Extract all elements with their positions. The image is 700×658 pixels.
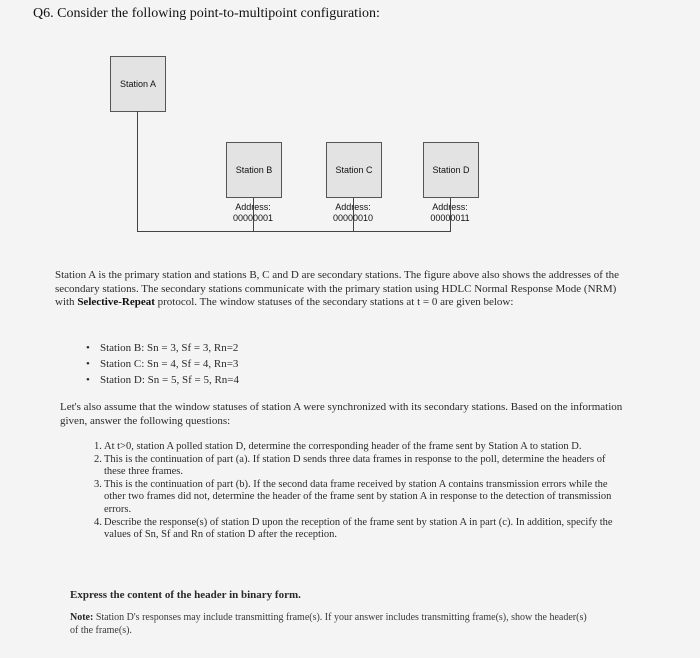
- assumption-paragraph: Let's also assume that the window statuses of station A were synchronized with its secondary stations. Based on the information given, answer the following questions:: [60, 401, 623, 427]
- trunk-line-horizontal: [137, 231, 451, 232]
- station-c-address-label: Address:: [335, 202, 371, 212]
- question-number: 1.: [94, 441, 102, 452]
- question-text: At t>0, station A polled station D, determine the corresponding header of the frame sent by Station A to station D.: [104, 441, 582, 452]
- station-a-box: [110, 56, 166, 112]
- station-b-address-value: 00000001: [232, 213, 274, 223]
- station-d-address-value: 00000011: [430, 213, 470, 223]
- question-number: 3.: [94, 478, 102, 490]
- express-instruction: Express the content of the header in binary form.: [70, 589, 301, 601]
- question-item: [94, 453, 624, 479]
- station-d-label: Station D: [432, 165, 470, 175]
- note-paragraph: [70, 611, 590, 637]
- intro-paragraph: [55, 269, 623, 310]
- intro-text-2: protocol. The window statuses of the secondary stations at t = 0 are given below:: [154, 296, 514, 308]
- note-label: Note:: [70, 612, 94, 623]
- question-text: This is the continuation of part (a). If station D sends three data frames in response to the poll, determine the headers of these three frames.: [104, 453, 606, 478]
- station-c-label: Station C: [335, 165, 373, 175]
- intro-bold-protocol: Selective-Repeat: [77, 296, 155, 308]
- station-d-address-label: Address:: [432, 202, 468, 212]
- station-b-box: [226, 142, 282, 198]
- window-status-item: • Station B: Sn = 3, Sf = 3, Rn=2: [100, 340, 239, 356]
- question-number: 4.: [94, 516, 102, 528]
- question-title: Q6. Consider the following point-to-multipoint configuration:: [33, 6, 380, 21]
- question-number: 2.: [94, 453, 102, 465]
- window-status-item: • Station C: Sn = 4, Sf = 4, Rn=3: [100, 356, 239, 372]
- station-c-address: [318, 202, 388, 224]
- question-text: Describe the response(s) of station D upon the reception of the frame sent by station A in part (c). In addition, specify the values of Sn, Sf and Rn of station D after the reception.: [104, 516, 613, 541]
- intro-text-1: Station A is the primary station and stations B, C and D are secondary stations. The figure above also shows the addresses of the secondary stations. The secondary stations communicate with the primary station using HDLC Normal Response Mode (NRM) with: [55, 269, 620, 308]
- station-b-address: [218, 202, 288, 224]
- note-text: Station D's responses may include transmitting frame(s). If your answer includes transmitting frame(s), show the header(s) of the frame(s).: [70, 612, 587, 636]
- station-b-address-label: Address:: [235, 202, 271, 212]
- question-item: [94, 478, 624, 517]
- station-b-label: Station B: [235, 165, 273, 175]
- window-status-item: • Station D: Sn = 5, Sf = 5, Rn=4: [100, 372, 239, 388]
- question-text: This is the continuation of part (b). If the second data frame received by station A contains transmission errors while the other two frames did not, determine the header of the frame sent by station A in response to the detection of transmission errors.: [104, 478, 612, 515]
- question-item: [94, 516, 624, 542]
- question-item: [94, 441, 624, 454]
- station-c-box: [326, 142, 382, 198]
- station-d-address: [415, 202, 485, 224]
- station-c-address-value: 00000010: [332, 213, 374, 223]
- station-a-label: Station A: [119, 79, 157, 89]
- question-list: [94, 441, 624, 542]
- trunk-line-vertical: [137, 111, 138, 232]
- window-status-list: [100, 340, 239, 388]
- station-d-box: [423, 142, 479, 198]
